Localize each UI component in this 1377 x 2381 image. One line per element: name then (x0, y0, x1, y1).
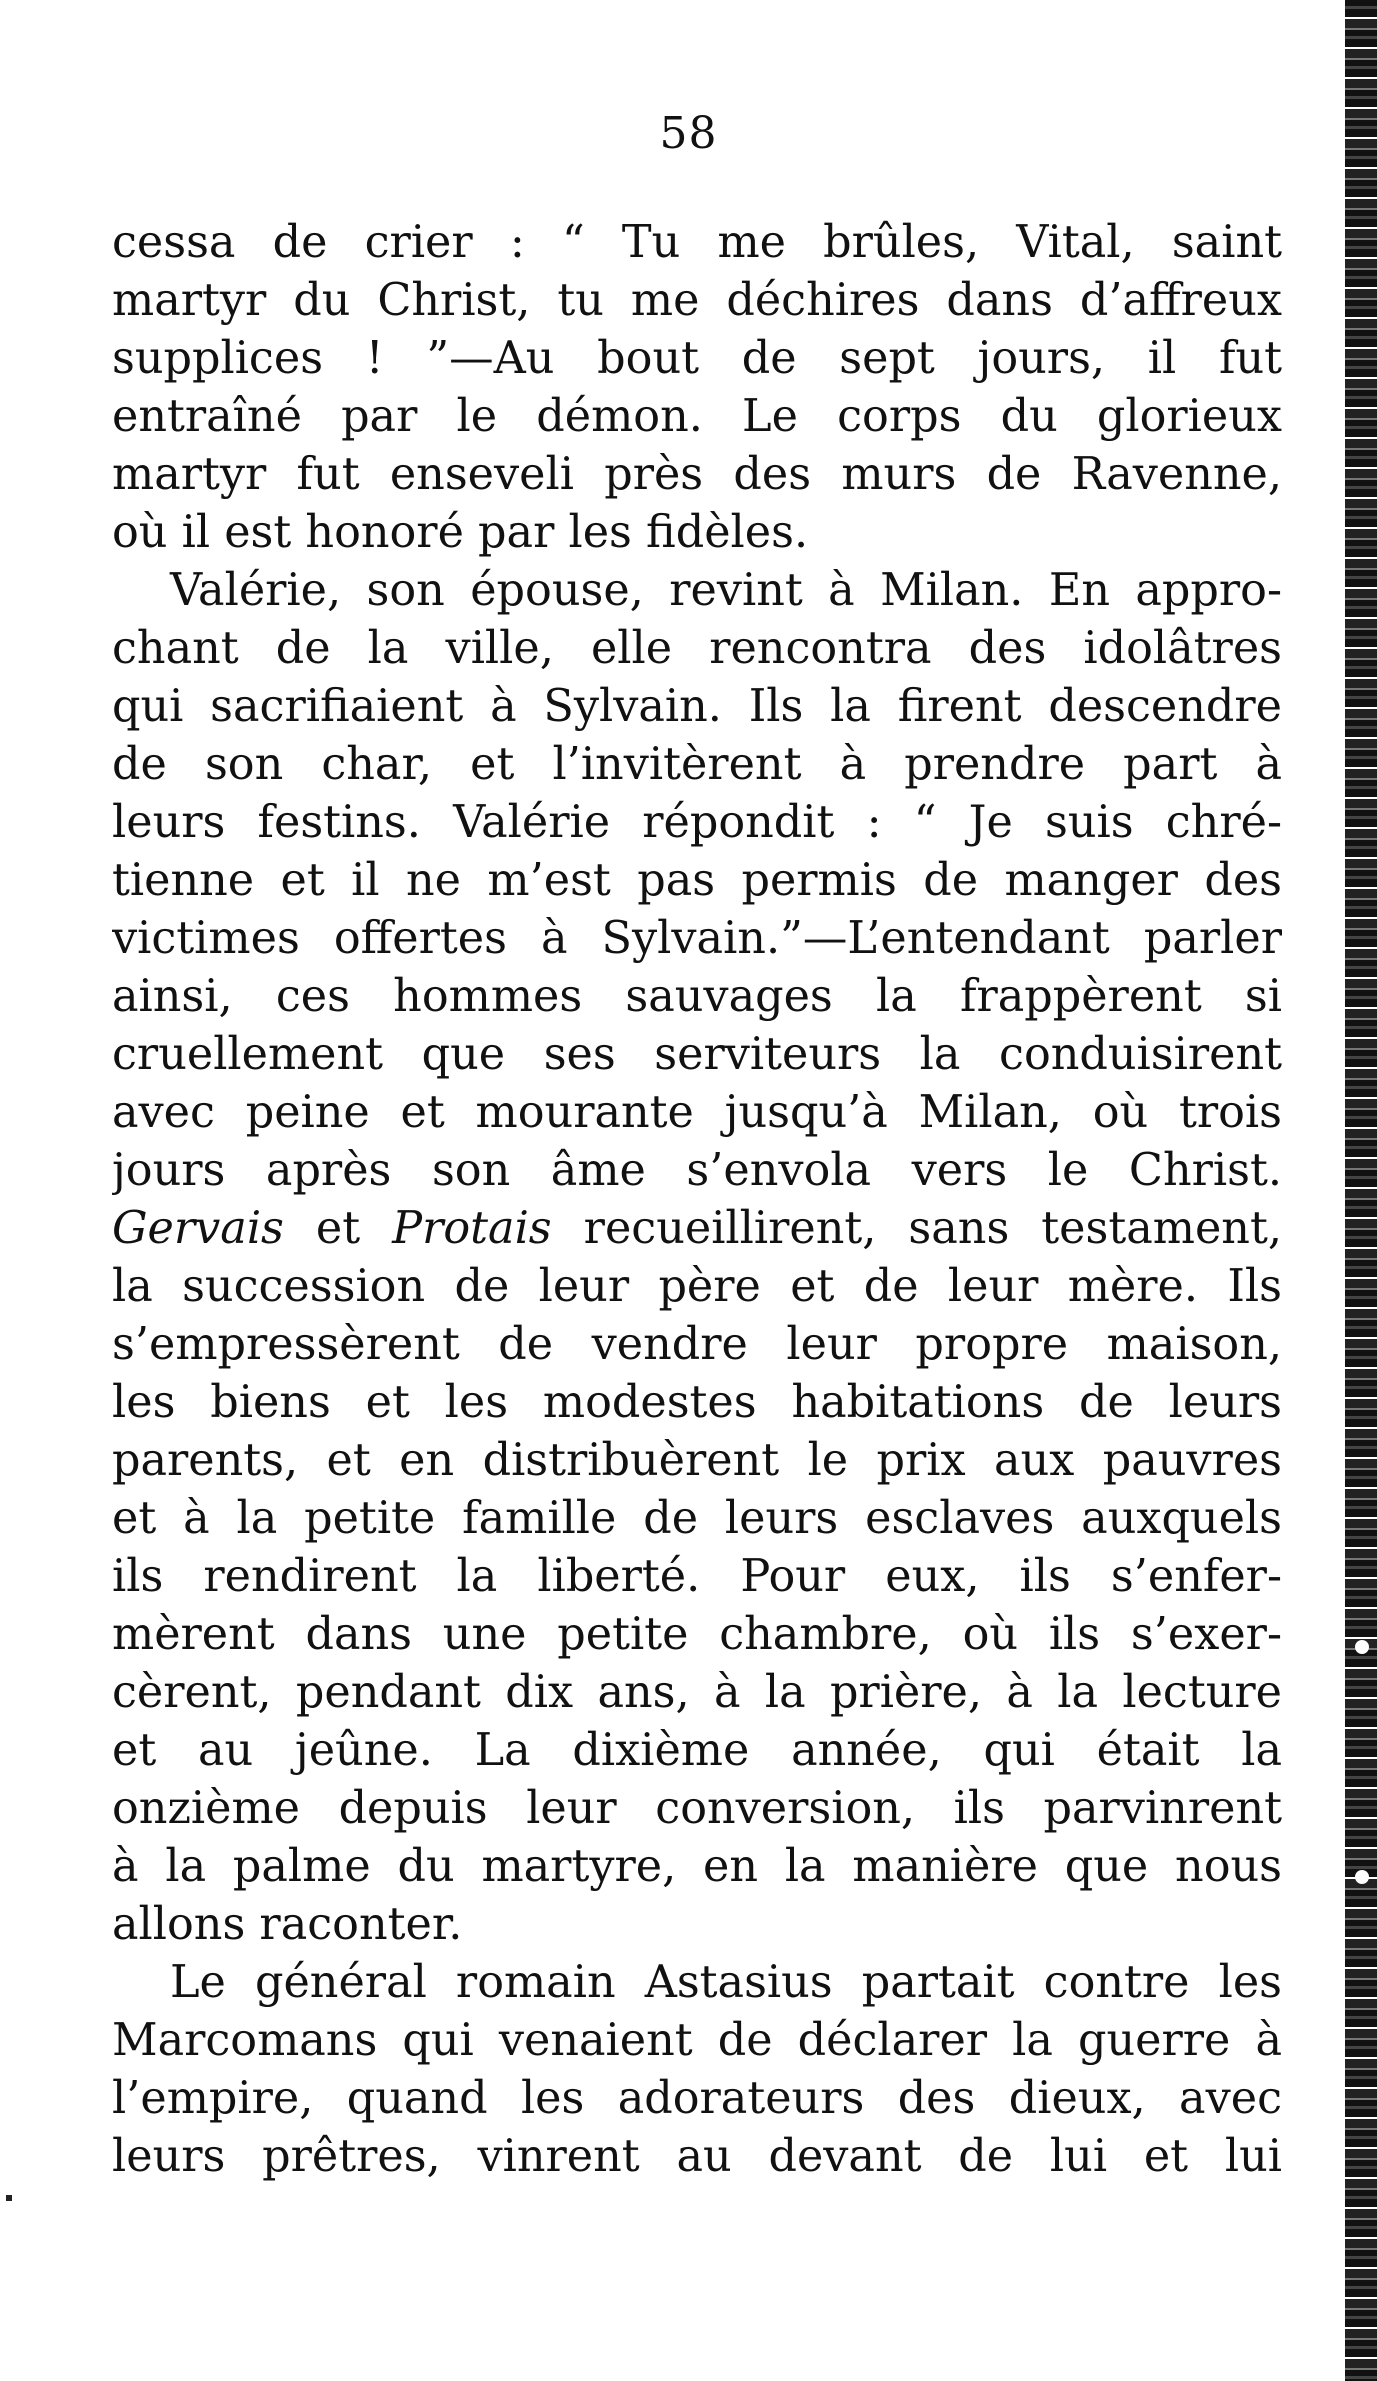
text-line: qui sacrifiaient à Sylvain. Ils la firent descendre (112, 681, 1282, 732)
connector-text: et (283, 1203, 393, 1254)
text-line: ainsi, ces hommes sauvages la frappèrent si (112, 971, 1282, 1022)
text-line: avec peine et mourante jusqu’à Milan, où trois (112, 1087, 1282, 1138)
text-line: cruellement que ses serviteurs la conduisirent (112, 1029, 1282, 1080)
name-protais: Protais (392, 1203, 552, 1254)
text-line: s’empressèrent de vendre leur propre maison, (112, 1319, 1282, 1370)
text-line: cessa de crier : “ Tu me brûles, Vital, saint (112, 217, 1282, 268)
text-line: parents, et en distribuèrent le prix aux pauvres (112, 1435, 1282, 1486)
text-line: ils rendirent la liberté. Pour eux, ils s’enfer- (112, 1551, 1282, 1602)
edge-speck (1355, 1640, 1369, 1654)
text-line: onzième depuis leur conversion, ils parvinrent (112, 1783, 1282, 1834)
text-line: à la palme du martyre, en la manière que nous (112, 1841, 1282, 1892)
paragraph-2 (112, 562, 1282, 1954)
text-line: l’empire, quand les adorateurs des dieux, avec (112, 2073, 1282, 2124)
text-line: les biens et les modestes habitations de leurs (112, 1377, 1282, 1428)
page-number: 58 (659, 108, 718, 159)
line-rest-text: recueillirent, sans testament, (551, 1203, 1282, 1254)
name-gervais: Gervais (112, 1203, 284, 1254)
text-line: jours après son âme s’envola vers le Christ. (112, 1145, 1282, 1196)
text-line: cèrent, pendant dix ans, à la prière, à la lecture (112, 1667, 1282, 1718)
text-line: où il est honoré par les fidèles. (112, 507, 809, 558)
text-line: supplices ! ”—Au bout de sept jours, il fut (112, 333, 1282, 384)
text-line: Marcomans qui venaient de déclarer la guerre à (112, 2015, 1282, 2066)
paragraph-3 (112, 1954, 1282, 2186)
text-line: chant de la ville, elle rencontra des idolâtres (112, 623, 1282, 674)
scanned-page-edge (1345, 0, 1377, 2381)
text-line: leurs festins. Valérie répondit : “ Je suis chré- (112, 797, 1282, 848)
text-line-italic-names (112, 1200, 1282, 1258)
margin-mark (6, 2195, 12, 2201)
text-line: tienne et il ne m’est pas permis de manger des (112, 855, 1282, 906)
text-line: martyr fut enseveli près des murs de Ravenne, (112, 449, 1282, 500)
text-line: Valérie, son épouse, revint à Milan. En appro- (170, 565, 1282, 616)
text-line: entraîné par le démon. Le corps du glorieux (112, 391, 1282, 442)
text-line: martyr du Christ, tu me déchires dans d’affreux (112, 275, 1282, 326)
text-line: et au jeûne. La dixième année, qui était la (112, 1725, 1282, 1776)
text-line: de son char, et l’invitèrent à prendre part à (112, 739, 1282, 790)
text-line: allons raconter. (112, 1899, 463, 1950)
text-line: et à la petite famille de leurs esclaves auxquels (112, 1493, 1282, 1544)
text-line: leurs prêtres, vinrent au devant de lui et lui (112, 2131, 1282, 2182)
edge-speck (1355, 1870, 1369, 1884)
text-line: Le général romain Astasius partait contre les (170, 1957, 1282, 2008)
body-text (112, 214, 1282, 2186)
text-line: la succession de leur père et de leur mère. Ils (112, 1261, 1282, 1312)
text-line: mèrent dans une petite chambre, où ils s’exer- (112, 1609, 1282, 1660)
text-line: victimes offertes à Sylvain.”—L’entendant parler (112, 913, 1282, 964)
paragraph-1 (112, 214, 1282, 562)
